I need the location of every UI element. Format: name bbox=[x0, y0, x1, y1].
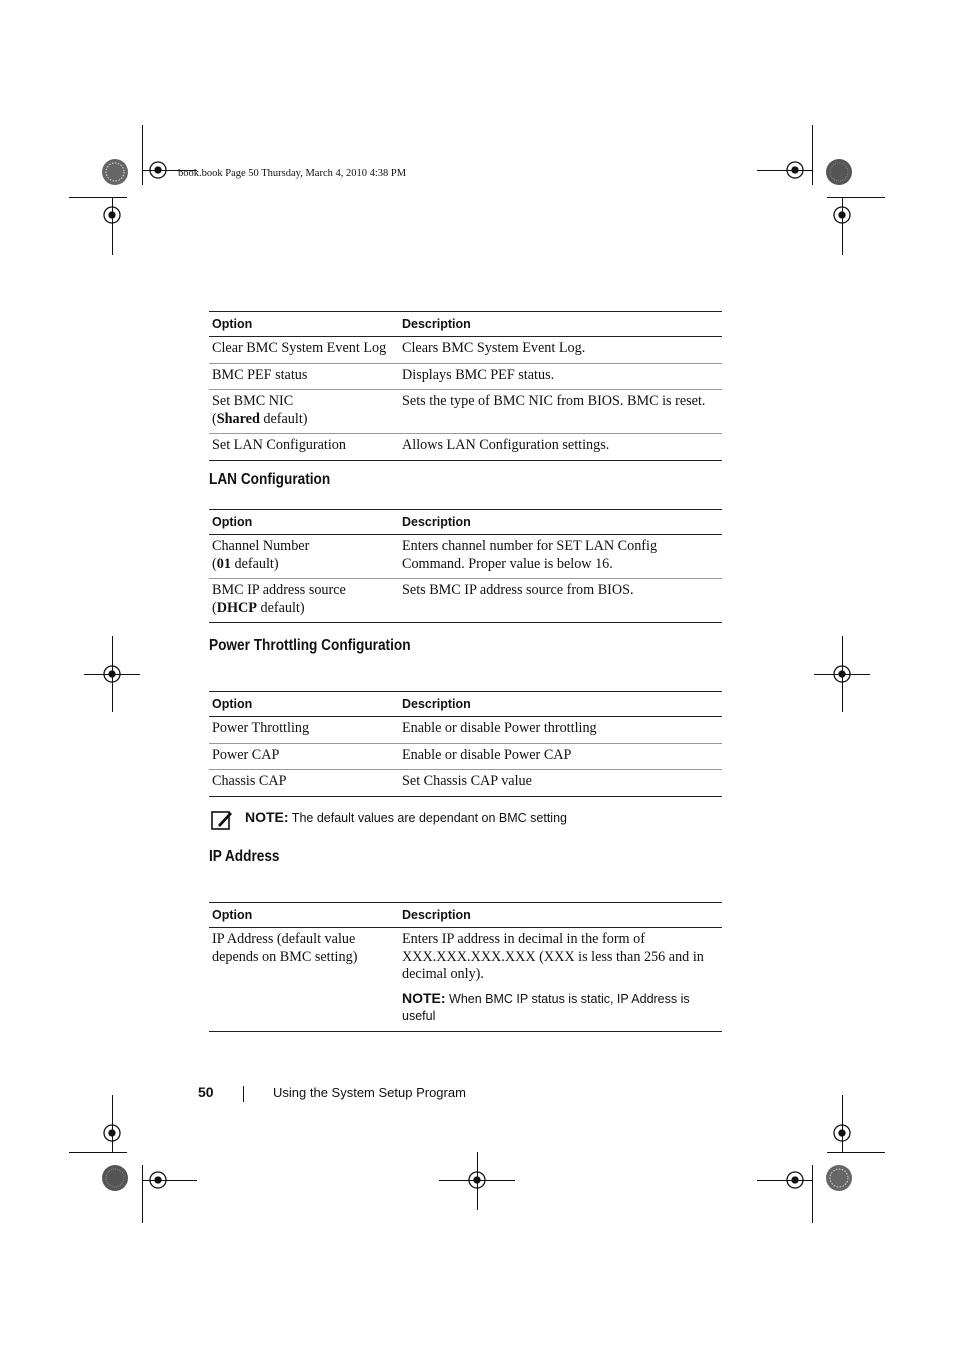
option-cell: IP Address (default value depends on BMC setting) bbox=[209, 928, 399, 1032]
note-text: The default values are dependant on BMC setting bbox=[288, 811, 567, 825]
default-value: 01 bbox=[216, 555, 231, 572]
note-label: NOTE: bbox=[245, 809, 289, 825]
section-heading-ip-address: IP Address bbox=[209, 848, 280, 865]
option-cell: BMC PEF status bbox=[209, 363, 399, 390]
column-header-option: Option bbox=[209, 510, 399, 535]
power-throttling-table bbox=[209, 691, 722, 797]
table-header-row bbox=[209, 692, 722, 717]
option-cell bbox=[209, 579, 399, 623]
description-cell: Enable or disable Power CAP bbox=[399, 743, 722, 770]
table-row bbox=[209, 928, 722, 1032]
description-cell: Sets BMC IP address source from BIOS. bbox=[399, 579, 722, 623]
table-header-row bbox=[209, 312, 722, 337]
cell-note bbox=[402, 990, 719, 1025]
table-row bbox=[209, 535, 722, 579]
option-cell: Power CAP bbox=[209, 743, 399, 770]
column-header-description: Description bbox=[399, 510, 722, 535]
option-cell: Chassis CAP bbox=[209, 770, 399, 797]
option-name: Set BMC NIC bbox=[212, 393, 294, 409]
note-label: NOTE: bbox=[402, 989, 446, 1006]
description-cell bbox=[399, 928, 722, 1032]
page-number: 50 bbox=[198, 1084, 214, 1100]
ip-address-table bbox=[209, 902, 722, 1032]
option-name: Channel Number bbox=[212, 538, 310, 554]
option-default: (01 default) bbox=[212, 555, 279, 572]
option-cell: Set LAN Configuration bbox=[209, 434, 399, 461]
option-cell bbox=[209, 390, 399, 434]
column-header-description: Description bbox=[399, 903, 722, 928]
footer-divider bbox=[243, 1086, 244, 1102]
description-cell: Clears BMC System Event Log. bbox=[399, 337, 722, 364]
note-text: When BMC IP status is static, IP Address is useful bbox=[402, 991, 690, 1023]
column-header-option: Option bbox=[209, 903, 399, 928]
column-header-description: Description bbox=[399, 692, 722, 717]
table-header-row bbox=[209, 903, 722, 928]
default-value: DHCP bbox=[216, 599, 257, 616]
column-header-option: Option bbox=[209, 692, 399, 717]
description-cell: Set Chassis CAP value bbox=[399, 770, 722, 797]
note bbox=[245, 809, 567, 825]
option-cell: Clear BMC System Event Log bbox=[209, 337, 399, 364]
table-row bbox=[209, 390, 722, 434]
column-header-option: Option bbox=[209, 312, 399, 337]
description-cell: Enters channel number for SET LAN Config Command. Proper value is below 16. bbox=[399, 535, 722, 579]
option-cell bbox=[209, 535, 399, 579]
option-name: BMC IP address source bbox=[212, 582, 346, 598]
bmc-options-table bbox=[209, 311, 722, 461]
description-cell: Enable or disable Power throttling bbox=[399, 717, 722, 744]
table-row bbox=[209, 579, 722, 623]
lan-configuration-table bbox=[209, 509, 722, 623]
table-row bbox=[209, 337, 722, 364]
table-row bbox=[209, 434, 722, 461]
description-cell: Allows LAN Configuration settings. bbox=[399, 434, 722, 461]
option-default: (Shared default) bbox=[212, 410, 308, 427]
default-value: Shared bbox=[216, 410, 260, 427]
description-cell: Sets the type of BMC NIC from BIOS. BMC is reset. bbox=[399, 390, 722, 434]
table-row bbox=[209, 363, 722, 390]
description-text: Enters IP address in decimal in the form of XXX.XXX.XXX.XXX (XXX is less than 256 and in decimal only). bbox=[402, 931, 704, 982]
table-row bbox=[209, 743, 722, 770]
footer-chapter-title: Using the System Setup Program bbox=[273, 1085, 466, 1100]
section-heading-lan-configuration: LAN Configuration bbox=[209, 471, 331, 488]
option-default: (DHCP default) bbox=[212, 599, 305, 616]
option-cell: Power Throttling bbox=[209, 717, 399, 744]
pencil-note-icon bbox=[211, 809, 233, 831]
print-header-meta: book.book Page 50 Thursday, March 4, 2010 4:38 PM bbox=[178, 168, 407, 179]
section-heading-power-throttling: Power Throttling Configuration bbox=[209, 637, 411, 654]
column-header-description: Description bbox=[399, 312, 722, 337]
table-row bbox=[209, 770, 722, 797]
description-cell: Displays BMC PEF status. bbox=[399, 363, 722, 390]
table-row bbox=[209, 717, 722, 744]
table-header-row bbox=[209, 510, 722, 535]
